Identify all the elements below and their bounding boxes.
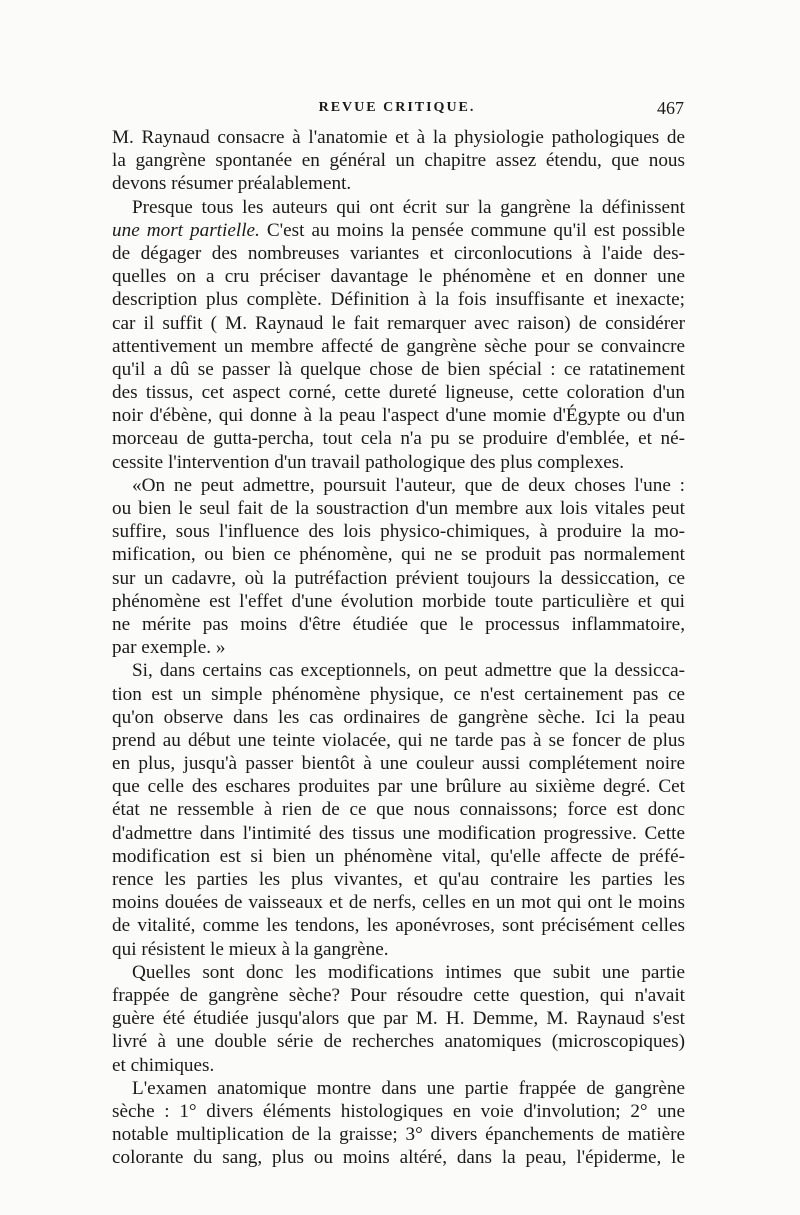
- text-line: devons résumer préalablement.: [112, 173, 352, 195]
- text-line: livré à une double série de recherches anatomiques (microscopiques): [112, 1031, 685, 1053]
- text-line: car il suffit ( M. Raynaud le fait remarquer avec raison) de considérer: [112, 312, 685, 334]
- text-line: prend au début une teinte violacée, qui ne tarde pas à se foncer de plus: [112, 729, 685, 751]
- text-line: tion est un simple phénomène physique, ce n'est certainement pas ce: [112, 683, 685, 705]
- text-line: d'admettre dans l'intimité des tissus une modification progressive. Cette: [112, 822, 685, 844]
- text-line: de vitalité, comme les tendons, les aponévroses, sont précisément celles: [112, 915, 685, 937]
- text-line: ne mérite pas moins d'être étudiée que le processus inflammatoire,: [112, 613, 685, 635]
- text-line: état ne ressemble à rien de ce que nous connaissons; force est donc: [112, 799, 685, 821]
- text-line: attentivement un membre affecté de gangrène sèche pour se convaincre: [112, 335, 685, 357]
- text-line: frappée de gangrène sèche? Pour résoudre cette question, qui n'avait: [112, 984, 685, 1006]
- text-line: qu'il a dû se passer là quelque chose de bien spécial : ce ratatinement: [112, 358, 685, 380]
- text-line: sèche : 1° divers éléments histologiques en voie d'involution; 2° une: [112, 1100, 685, 1122]
- text-line: notable multiplication de la graisse; 3° divers épanchements de matière: [112, 1124, 685, 1146]
- text-line: «On ne peut admettre, poursuit l'auteur, que de deux choses l'une :: [132, 474, 685, 496]
- text-line: suffire, sous l'influence des lois physico-chimiques, à produire la mo-: [112, 521, 685, 543]
- text-line: Si, dans certains cas exceptionnels, on peut admettre que la dessicca-: [132, 660, 685, 682]
- text-line: qui résistent le mieux à la gangrène.: [112, 938, 389, 960]
- text-line: ou bien le seul fait de la soustraction d'un membre aux lois vitales peut: [112, 498, 685, 519]
- text-line: quelles on a cru préciser davantage le phénomène et en donner une: [112, 266, 685, 288]
- text-line: moins douées de vaisseaux et de nerfs, celles en un mot qui ont le moins: [112, 892, 685, 914]
- text-line: une mort partielle. C'est au moins la pensée commune qu'il est possible: [112, 219, 685, 241]
- text-line: cessite l'intervention d'un travail pathologique des plus complexes.: [112, 451, 625, 473]
- text-line: et chimiques.: [112, 1054, 215, 1076]
- text-line: guère été étudiée jusqu'alors que par M. H. Demme, M. Raynaud s'est: [112, 1008, 685, 1030]
- text-line: L'examen anatomique montre dans une partie frappée de gangrène: [132, 1077, 685, 1099]
- text-line: noir d'ébène, qui donne à la peau l'aspect d'une momie d'Égypte ou d'un: [112, 405, 685, 427]
- text-line: Quelles sont donc les modifications intimes que subit une partie: [132, 961, 685, 983]
- page-header: [110, 98, 684, 122]
- text-line: Presque tous les auteurs qui ont écrit sur la gangrène la définissent: [132, 196, 685, 218]
- text-line: phénomène est l'effet d'une évolution morbide toute particulière et qui: [112, 590, 685, 612]
- text-line: de dégager des nombreuses variantes et circonlocutions à l'aide des-: [112, 242, 685, 264]
- text-line: la gangrène spontanée en général un chapitre assez étendu, que nous: [112, 150, 685, 172]
- text-line: modification est si bien un phénomène vital, qu'elle affecte de préfé-: [112, 845, 685, 867]
- text-line: que celle des eschares produites par une brûlure au sixième degré. Cet: [112, 776, 685, 798]
- italic-phrase: une mort partielle.: [112, 219, 260, 241]
- body-text: [112, 126, 685, 1169]
- running-head: REVUE CRITIQUE.: [318, 100, 476, 115]
- text-line: rence les parties les plus vivantes, et qu'au contraire les parties les: [112, 869, 685, 890]
- text-line: sur un cadavre, où la putréfaction prévient toujours la dessiccation, ce: [112, 567, 685, 589]
- text-line: par exemple. »: [112, 637, 226, 659]
- text-line: morceau de gutta-percha, tout cela n'a pu se produire d'emblée, et né-: [112, 428, 685, 450]
- text-line: mification, ou bien ce phénomène, qui ne se produit pas normalement: [112, 544, 685, 566]
- text-line: en plus, jusqu'à passer bientôt à une couleur aussi complétement noire: [112, 753, 685, 775]
- page-number: 467: [657, 98, 684, 118]
- text-line: des tissus, cet aspect corné, cette dureté ligneuse, cette coloration d'un: [112, 382, 685, 404]
- text-line: description plus complète. Définition à la fois insuffisante et inexacte;: [112, 289, 685, 311]
- text-line: qu'on observe dans les cas ordinaires de gangrène sèche. Ici la peau: [112, 706, 685, 728]
- text-line: colorante du sang, plus ou moins altéré, dans la peau, l'épiderme, le: [112, 1147, 685, 1169]
- text-line: M. Raynaud consacre à l'anatomie et à la physiologie pathologiques de: [112, 127, 685, 148]
